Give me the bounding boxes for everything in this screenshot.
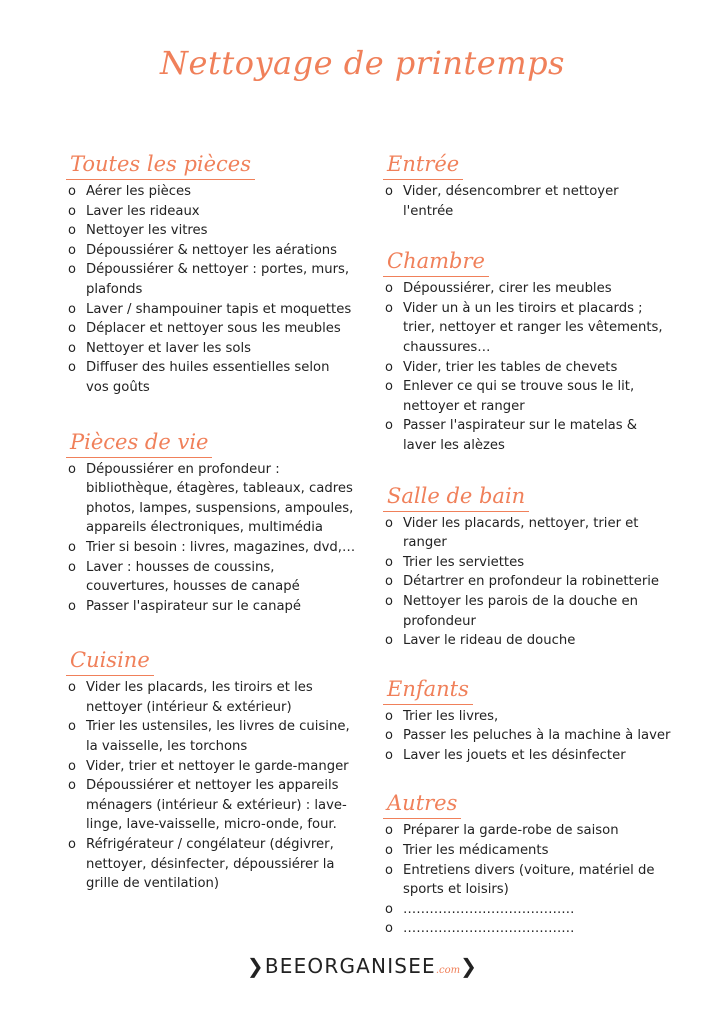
checklist-item bbox=[383, 631, 673, 651]
checklist-item-text: Vider un à un les tiroirs et placards ; trier, nettoyer et ranger les vêtements, chaussures… bbox=[403, 300, 663, 355]
checkbox-bullet-icon: o bbox=[385, 515, 393, 531]
checklist-item bbox=[66, 319, 356, 339]
checklist-item bbox=[66, 358, 356, 397]
section-title: Entrée bbox=[383, 150, 463, 180]
checklist-item bbox=[66, 835, 356, 894]
checklist-item-text: Vider les placards, nettoyer, trier et ranger bbox=[403, 515, 639, 551]
checklist-item-text: Dépoussiérer et nettoyer les appareils ménagers (intérieur & extérieur) : lave-linge, lave-vaisselle, micro-onde, four. bbox=[86, 778, 347, 833]
section bbox=[383, 150, 673, 221]
checkbox-bullet-icon: o bbox=[68, 340, 76, 356]
checklist-item bbox=[66, 241, 356, 261]
checkbox-bullet-icon: o bbox=[385, 379, 393, 395]
checklist-item bbox=[383, 279, 673, 299]
checkbox-bullet-icon: o bbox=[68, 719, 76, 735]
checklist bbox=[66, 678, 356, 894]
checklist-item-text: Nettoyer les parois de la douche en profondeur bbox=[403, 593, 638, 629]
checkbox-bullet-icon: o bbox=[68, 321, 76, 337]
checklist bbox=[383, 514, 673, 651]
checklist-item bbox=[383, 572, 673, 592]
section bbox=[66, 646, 356, 894]
checklist-item bbox=[66, 678, 356, 717]
checklist-item bbox=[66, 776, 356, 835]
section-title: Cuisine bbox=[66, 646, 154, 676]
checklist-item-text: Nettoyer et laver les sols bbox=[86, 340, 251, 356]
checklist-item-text: Trier les ustensiles, les livres de cuisine, la vaisselle, les torchons bbox=[86, 719, 350, 755]
checklist-item-text: Dépoussiérer, cirer les meubles bbox=[403, 281, 612, 297]
checkbox-bullet-icon: o bbox=[68, 203, 76, 219]
checklist-item bbox=[383, 861, 673, 900]
checkbox-bullet-icon: o bbox=[68, 837, 76, 853]
checklist-item bbox=[383, 821, 673, 841]
checklist-item-text: Laver les jouets et les désinfecter bbox=[403, 747, 626, 763]
checklist-item-text: Aérer les pièces bbox=[86, 184, 191, 199]
checklist-item-text: Déplacer et nettoyer sous les meubles bbox=[86, 321, 341, 337]
checklist-item-text: Passer l'aspirateur sur le matelas & laver les alèzes bbox=[403, 418, 638, 453]
checkbox-bullet-icon: o bbox=[385, 300, 393, 316]
checklist-item-text: Trier les serviettes bbox=[403, 554, 525, 570]
checklist-item-text: Réfrigérateur / congélateur (dégivrer, nettoyer, désinfecter, dépoussiérer la grille de ventilation) bbox=[86, 837, 335, 892]
checklist-item bbox=[66, 538, 356, 558]
checkbox-bullet-icon: o bbox=[68, 758, 76, 774]
checklist-item-text: ………………………………… bbox=[403, 901, 575, 917]
checklist-item-text: Dépoussiérer en profondeur : bibliothèque, étagères, tableaux, cadres photos, lampes, suspensions, ampoules, appareils électroniques, multimédia bbox=[86, 461, 354, 536]
checkbox-bullet-icon: o bbox=[68, 184, 76, 199]
left-column bbox=[66, 124, 356, 894]
section bbox=[66, 150, 356, 398]
checkbox-bullet-icon: o bbox=[68, 242, 76, 258]
checklist-item bbox=[66, 202, 356, 222]
checklist-item-text: Dépoussiérer & nettoyer : portes, murs, plafonds bbox=[86, 262, 350, 297]
checkbox-bullet-icon: o bbox=[385, 554, 393, 570]
checklist-item bbox=[383, 299, 673, 358]
checklist-item-text: Vider, désencombrer et nettoyer l'entrée bbox=[403, 184, 619, 219]
section-title: Salle de bain bbox=[383, 482, 529, 512]
checklist-item bbox=[66, 260, 356, 299]
checklist bbox=[383, 182, 673, 221]
checkbox-bullet-icon: o bbox=[68, 461, 76, 477]
checkbox-bullet-icon: o bbox=[68, 559, 76, 575]
checkbox-bullet-icon: o bbox=[385, 862, 393, 878]
page-title: Nettoyage de printemps bbox=[160, 44, 565, 82]
checklist-item bbox=[383, 377, 673, 416]
checklist-item-text: Passer l'aspirateur sur le canapé bbox=[86, 598, 302, 614]
checklist-item bbox=[383, 900, 673, 920]
checklist-item-text: Laver : housses de coussins, couvertures, housses de canapé bbox=[86, 559, 300, 595]
checkbox-bullet-icon: o bbox=[385, 184, 393, 199]
checkbox-bullet-icon: o bbox=[68, 360, 76, 376]
checklist-item-text: Trier les livres, bbox=[403, 708, 499, 724]
footer-brand bbox=[0, 954, 725, 978]
checkbox-bullet-icon: o bbox=[385, 574, 393, 590]
checkbox-bullet-icon: o bbox=[385, 921, 393, 937]
checkbox-bullet-icon: o bbox=[68, 778, 76, 794]
checklist-item bbox=[66, 597, 356, 617]
checkbox-bullet-icon: o bbox=[68, 301, 76, 317]
checklist-item-text: Détartrer en profondeur la robinetterie bbox=[403, 574, 660, 590]
section bbox=[66, 428, 356, 617]
checklist bbox=[66, 460, 356, 617]
checklist-item bbox=[66, 558, 356, 597]
arrow-icon: ❯ bbox=[246, 954, 265, 978]
checklist-item-text: Laver les rideaux bbox=[86, 203, 200, 219]
checklist bbox=[383, 279, 673, 455]
section bbox=[383, 247, 673, 455]
checklist-item-text: Enlever ce qui se trouve sous le lit, nettoyer et ranger bbox=[403, 379, 635, 414]
checklist-item bbox=[383, 514, 673, 553]
section-title: Enfants bbox=[383, 675, 473, 705]
section bbox=[383, 482, 673, 651]
checkbox-bullet-icon: o bbox=[385, 901, 393, 917]
checklist-item-text: Nettoyer les vitres bbox=[86, 223, 208, 239]
checkbox-bullet-icon: o bbox=[385, 708, 393, 724]
checklist bbox=[383, 707, 673, 766]
checklist-item bbox=[66, 339, 356, 359]
section-title: Chambre bbox=[383, 247, 489, 277]
checkbox-bullet-icon: o bbox=[385, 281, 393, 297]
checklist-item-text: Passer les peluches à la machine à laver bbox=[403, 728, 671, 744]
section bbox=[383, 789, 673, 939]
checkbox-bullet-icon: o bbox=[385, 747, 393, 763]
checklist bbox=[66, 182, 356, 398]
checklist-item-text: Préparer la garde-robe de saison bbox=[403, 823, 619, 839]
checklist-item bbox=[383, 416, 673, 455]
checklist-item-text: Laver le rideau de douche bbox=[403, 633, 576, 649]
checkbox-bullet-icon: o bbox=[385, 418, 393, 434]
checklist-item bbox=[66, 300, 356, 320]
checkbox-bullet-icon: o bbox=[385, 843, 393, 859]
checklist-item bbox=[383, 358, 673, 378]
checklist-item bbox=[66, 182, 356, 202]
checkbox-bullet-icon: o bbox=[385, 823, 393, 839]
checklist-item bbox=[66, 757, 356, 777]
checklist-item-text: Trier les médicaments bbox=[403, 843, 549, 859]
checklist-item-text: Diffuser des huiles essentielles selon vos goûts bbox=[86, 360, 330, 395]
checklist-item-text: Dépoussiérer & nettoyer les aérations bbox=[86, 242, 338, 258]
checklist-item bbox=[66, 717, 356, 756]
section-title: Pièces de vie bbox=[66, 428, 212, 458]
brand-suffix: .com bbox=[435, 965, 461, 976]
checklist-item bbox=[66, 221, 356, 241]
checklist bbox=[383, 821, 673, 939]
checklist-item bbox=[383, 726, 673, 746]
checklist-item-text: Vider, trier les tables de chevets bbox=[403, 359, 618, 375]
checklist-item bbox=[383, 746, 673, 766]
checklist-item-text: Vider, trier et nettoyer le garde-manger bbox=[86, 758, 349, 774]
checkbox-bullet-icon: o bbox=[68, 262, 76, 278]
checkbox-bullet-icon: o bbox=[68, 223, 76, 239]
section bbox=[383, 675, 673, 766]
checklist-item bbox=[383, 553, 673, 573]
checkbox-bullet-icon: o bbox=[385, 593, 393, 609]
checkbox-bullet-icon: o bbox=[385, 633, 393, 649]
checkbox-bullet-icon: o bbox=[68, 539, 76, 555]
checkbox-bullet-icon: o bbox=[68, 598, 76, 614]
checklist-item-text: ………………………………… bbox=[403, 921, 575, 937]
checklist-item bbox=[383, 592, 673, 631]
checklist-item bbox=[383, 707, 673, 727]
checklist-item bbox=[383, 841, 673, 861]
arrow-icon: ❯ bbox=[460, 954, 479, 978]
section-title: Autres bbox=[383, 789, 461, 819]
brand-name: BEEORGANISEE bbox=[264, 954, 436, 978]
checklist-item-text: Entretiens divers (voiture, matériel de sports et loisirs) bbox=[403, 862, 655, 898]
checkbox-bullet-icon: o bbox=[385, 728, 393, 744]
checklist-item-text: Laver / shampouiner tapis et moquettes bbox=[86, 301, 352, 317]
checklist-item-text: Trier si besoin : livres, magazines, dvd,… bbox=[86, 539, 356, 555]
checklist-item bbox=[383, 182, 673, 221]
section-title: Toutes les pièces bbox=[66, 150, 255, 180]
checklist-item-text: Vider les placards, les tiroirs et les nettoyer (intérieur & extérieur) bbox=[86, 680, 313, 715]
checklist-item bbox=[66, 460, 356, 538]
right-column bbox=[383, 124, 673, 939]
checkbox-bullet-icon: o bbox=[68, 680, 76, 696]
checkbox-bullet-icon: o bbox=[385, 359, 393, 375]
checklist-item bbox=[383, 919, 673, 939]
